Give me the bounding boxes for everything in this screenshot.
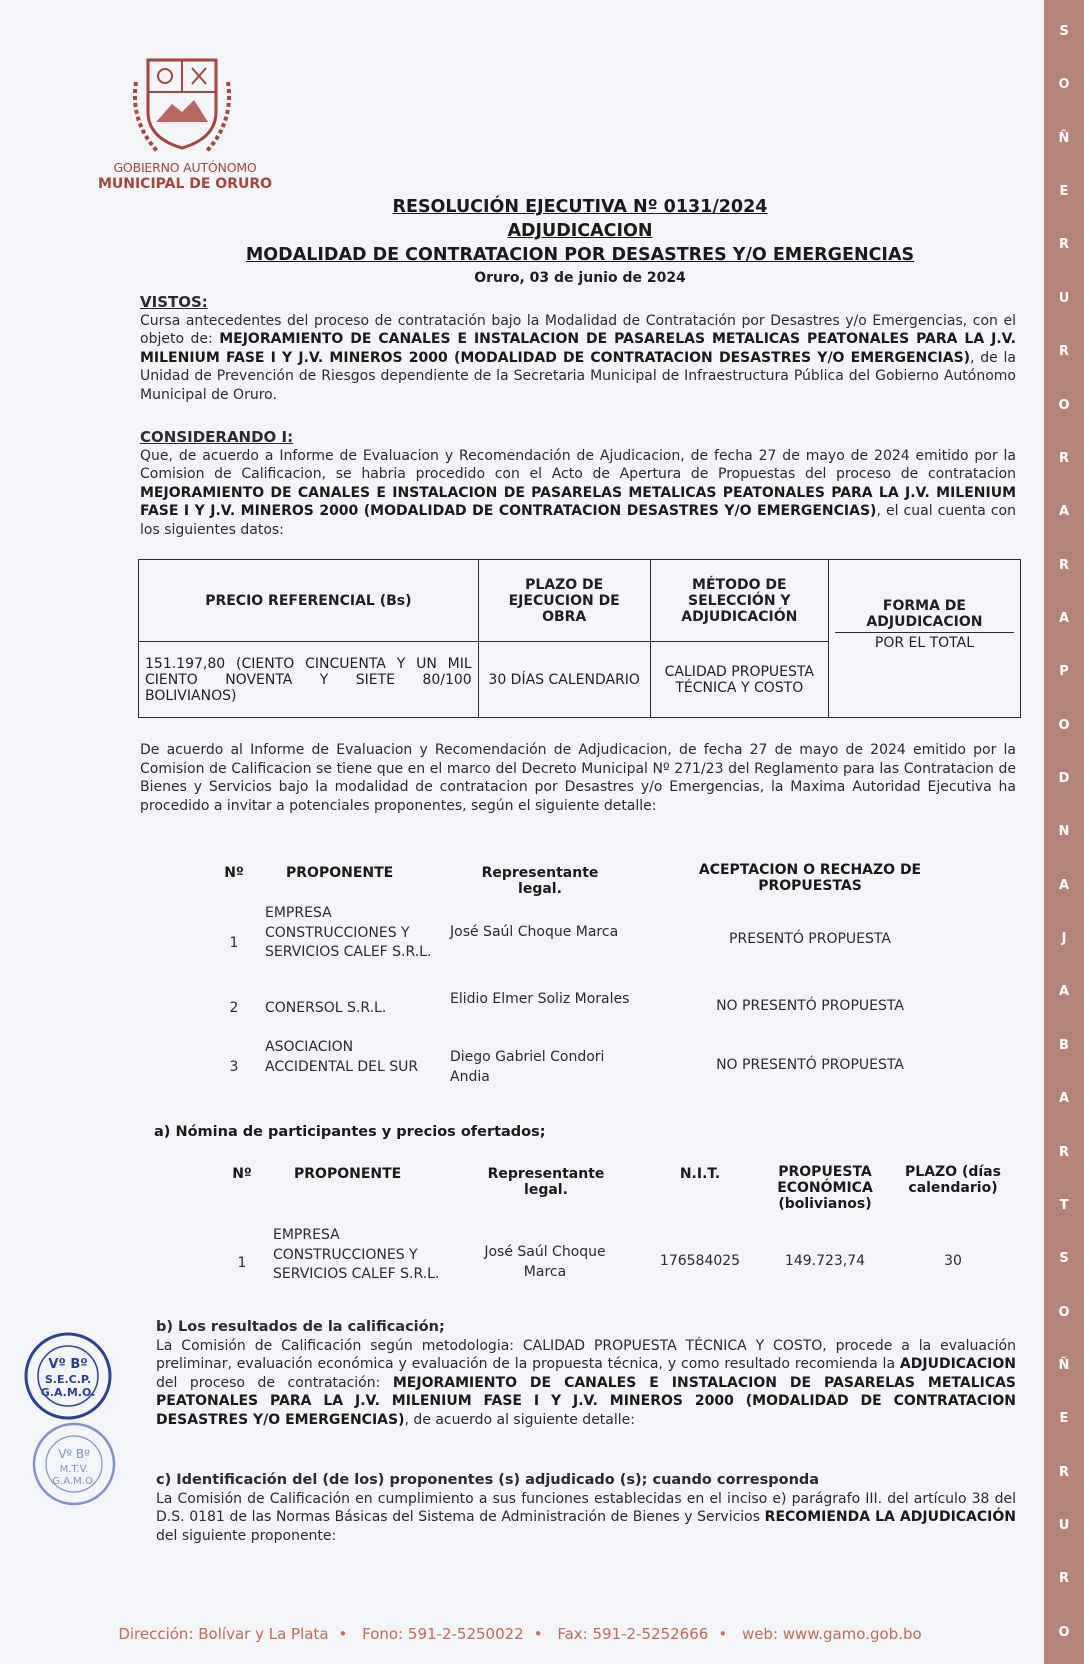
t2-h-acceptance: ACEPTACION O RECHAZO DE PROPUESTAS <box>698 862 922 894</box>
decorative-sidebar <box>1044 0 1084 1664</box>
sidebar-letter: R <box>1058 237 1069 253</box>
sidebar-letter: R <box>1058 450 1069 466</box>
t2-h-proponent: PROPONENTE <box>286 865 394 881</box>
sidebar-letter: A <box>1058 610 1070 626</box>
svg-text:S.E.C.P.: S.E.C.P. <box>44 1373 92 1386</box>
footer-address: Dirección: Bolívar y La Plata <box>118 1625 329 1643</box>
sidebar-letter: A <box>1058 877 1070 893</box>
term-value: 30 DÍAS CALENDARIO <box>478 642 650 718</box>
section-c-heading: c) Identificación del (de los) proponentes (s) adjudicado (s); cuando corresponda <box>156 1472 820 1488</box>
sidebar-letter: O <box>1058 717 1070 733</box>
th-method: MÉTODO DE SELECCIÓN Y ADJUDICACIÓN <box>650 560 828 642</box>
t2-row3-proponent: ASOCIACION ACCIDENTAL DEL SUR <box>265 1039 419 1075</box>
sidebar-letter: E <box>1059 184 1069 200</box>
reference-price-value: 151.197,80 (CIENTO CINCUENTA Y UN MIL CIENTO NOVENTA Y SIETE 80/100 BOLIVIANOS) <box>139 642 479 718</box>
sidebar-letter: A <box>1058 1091 1070 1107</box>
approval-stamp-mtv <box>30 1420 118 1508</box>
th-reference-price: PRECIO REFERENCIAL (Bs) <box>139 560 479 642</box>
sidebar-letter: S <box>1059 24 1069 39</box>
t2-row2-representative: Elidio Elmer Soliz Morales <box>450 991 630 1007</box>
sidebar-letter: A <box>1058 984 1070 1000</box>
sidebar-letter: J <box>1061 931 1067 947</box>
sidebar-letter: U <box>1058 1518 1070 1534</box>
footer-web-link[interactable]: web: www.gamo.gob.bo <box>741 1625 922 1643</box>
section-b-heading: b) Los resultados de la calificación; <box>156 1319 445 1335</box>
t2-row2-no: 2 <box>229 1000 239 1016</box>
t2-row2-proponent: CONERSOL S.R.L. <box>265 1000 387 1016</box>
sidebar-letter: U <box>1058 290 1070 306</box>
t3-row1-no: 1 <box>237 1255 247 1271</box>
th-form <box>828 560 1020 718</box>
section-c-text: La Comisión de Calificación en cumplimiento a sus funciones establecidas en el inciso e) parágrafo III. del artículo 38 del D.S. 0181 de las Normas Básicas del Sistema de Administración de Bienes y Servicios RECOMIENDA LA ADJUDICACIÓN del siguiente proponente: <box>156 1490 1016 1544</box>
sidebar-letter: S <box>1059 1251 1069 1267</box>
invitation-paragraph: De acuerdo al Informe de Evaluacion y Recomendación de Adjudicacion, de fecha 27 de mayo de 2024 emitido por la Comision de Calificacion se tiene que en el marco del Decreto Municipal Nº 271/23 del Reglamento para las Contratacion de Bienes y Servicios bajo la modalidad de contratacion por Desastres y/o Emergencias, la Maxima Autoridad Ejecutiva ha procedido a invitar a potenciales proponentes, según el siguiente detalle: <box>140 742 1016 814</box>
document-date: Oruro, 03 de junio de 2024 <box>474 270 686 286</box>
t2-h-representative: Representante legal. <box>481 865 599 897</box>
th-form-label: FORMA DE ADJUDICACION <box>835 598 1014 633</box>
t3-row1-proponent: EMPRESA CONSTRUCCIONES Y SERVICIOS CALEF S.R.L. <box>273 1227 440 1282</box>
th-term: PLAZO DE EJECUCION DE OBRA <box>478 560 650 642</box>
svg-text:Vº Bº: Vº Bº <box>58 1447 90 1461</box>
t3-row1-nit: 176584025 <box>659 1253 741 1269</box>
t2-row1-representative: José Saúl Choque Marca <box>450 924 619 940</box>
svg-text:G.A.M.O.: G.A.M.O. <box>52 1476 96 1487</box>
t3-h-no: Nº <box>232 1166 252 1182</box>
approval-stamp-secp <box>22 1330 114 1422</box>
sidebar-letter: R <box>1058 1464 1069 1480</box>
considerando-heading: CONSIDERANDO I: <box>140 428 294 446</box>
sidebar-letter: A <box>1058 504 1070 520</box>
sidebar-letter: Ñ <box>1058 130 1070 146</box>
method-value: CALIDAD PROPUESTA TÉCNICA Y COSTO <box>650 642 828 718</box>
footer-phone: Fono: 591-2-5250022 <box>362 1625 524 1643</box>
modality-title: MODALIDAD DE CONTRATACION POR DESASTRES Y/O EMERGENCIAS <box>245 245 915 265</box>
sidebar-letter: O <box>1058 1304 1070 1320</box>
form-value: POR EL TOTAL <box>874 635 975 651</box>
sidebar-letter: E <box>1059 1411 1069 1427</box>
t2-row3-representative: Diego Gabriel Condori Andia <box>450 1049 605 1085</box>
sidebar-letter: D <box>1058 771 1070 787</box>
sidebar-letter: R <box>1058 557 1069 573</box>
footer-fax: Fax: 591-2-5252666 <box>557 1625 709 1643</box>
sidebar-letter: O <box>1058 397 1070 413</box>
section-c <box>156 1471 1016 1545</box>
org-name-line2: MUNICIPAL DE ORURO <box>97 176 273 192</box>
resolution-title: RESOLUCIÓN EJECUTIVA Nº 0131/2024 <box>392 197 768 217</box>
t3-h-representative: Representante legal. <box>487 1166 605 1198</box>
svg-text:G.A.M.O.: G.A.M.O. <box>40 1386 96 1399</box>
t3-h-term: PLAZO (días calendario) <box>905 1164 1001 1196</box>
adjudication-title: ADJUDICACION <box>507 221 653 241</box>
sidebar-letter: B <box>1059 1037 1069 1053</box>
sidebar-letter: R <box>1058 1144 1069 1160</box>
vistos-text: Cursa antecedentes del proceso de contratación bajo la Modalidad de Contratación por Desastres y/o Emergencias, con el objeto de: MEJORAMIENTO DE CANALES E INSTALACION DE PASARELAS METALICAS PEATONALES PARA LA J.V. MILENIUM FASE I Y J.V. MINEROS 2000 (MODALIDAD DE CONTRATACION DESASTRES Y/O EMERGENCIAS), de la Unidad de Prevención de Riesgos dependiente de la Secretaria Municipal de Infraestructura Pública del Gobierno Autónomo Municipal de Oruro. <box>140 312 1017 403</box>
t2-row3-no: 3 <box>229 1059 239 1075</box>
t2-h-no: Nº <box>224 865 244 881</box>
t3-row1-economic: 149.723,74 <box>784 1253 866 1269</box>
t2-row1-acceptance: PRESENTÓ PROPUESTA <box>729 931 891 947</box>
t2-row1-no: 1 <box>229 935 239 951</box>
footer-contact: Dirección: Bolívar y La Plata • Fono: 591-2-5250022 • Fax: 591-2-5252666 • web: www.gamo.gob.bo <box>118 1625 922 1643</box>
t3-h-proponent: PROPONENTE <box>294 1166 402 1182</box>
sidebar-letter: R <box>1058 344 1069 360</box>
sidebar-letter: O <box>1058 77 1070 93</box>
considerando-text: Que, de acuerdo a Informe de Evaluacion y Recomendación de Ajudicacion, de fecha 27 de mayo de 2024 emitido por la Comision de Calificacion, se habria procedido con el Acto de Apertura de Propuestas del proceso de contratacion MEJORAMIENTO DE CANALES E INSTALACION DE PASARELAS METALICAS PEATONALES PARA LA J.V. MILENIUM FASE I Y J.V. MINEROS 2000 (MODALIDAD DE CONTRATACION DESASTRES Y/O EMERGENCIAS), el cual cuenta con los siguientes datos: <box>140 447 1016 538</box>
vistos-section <box>140 293 1016 404</box>
t2-row1-proponent: EMPRESA CONSTRUCCIONES Y SERVICIOS CALEF S.R.L. <box>265 905 432 960</box>
sidebar-letter: T <box>1059 1197 1069 1213</box>
section-b-text: La Comisión de Calificación según metodologia: CALIDAD PROPUESTA TÉCNICA Y COSTO, procede a la evaluación preliminar, evaluación económica y evaluación de la propuesta técnica, y como resultado recomienda la ADJUDICACION del proceso de contratación: MEJORAMIENTO DE CANALES E INSTALACION DE PASARELAS METALICAS PEATONALES PARA LA J.V. MILENIUM FASE I Y J.V. MINEROS 2000 (MODALIDAD DE CONTRATACION DESASTRES Y/O EMERGENCIAS), de acuerdo al siguiente detalle: <box>156 1337 1017 1428</box>
sidebar-letter: R <box>1058 1571 1069 1587</box>
vistos-heading: VISTOS: <box>140 293 208 311</box>
section-b <box>156 1318 1016 1429</box>
t3-h-nit: N.I.T. <box>679 1166 721 1182</box>
svg-text:Vº Bº: Vº Bº <box>48 1357 88 1372</box>
t2-row2-acceptance: NO PRESENTÓ PROPUESTA <box>716 998 904 1014</box>
municipal-coat-of-arms-logo <box>128 52 236 157</box>
sidebar-letter: Ñ <box>1058 1357 1070 1373</box>
t3-row1-representative: José Saúl Choque Marca <box>484 1244 606 1280</box>
sidebar-letter: P <box>1059 664 1069 680</box>
org-name-line1: GOBIERNO AUTÓNOMO <box>113 160 257 175</box>
reference-data-table <box>138 559 1021 718</box>
sidebar-letter: O <box>1058 1624 1070 1640</box>
considerando-section <box>140 428 1016 539</box>
section-a-heading: a) Nómina de participantes y precios ofertados; <box>154 1124 546 1140</box>
t2-row3-acceptance: NO PRESENTÓ PROPUESTA <box>716 1057 904 1073</box>
t3-h-economic: PROPUESTA ECONÓMICA (bolivianos) <box>777 1164 873 1212</box>
t3-row1-term: 30 <box>944 1253 962 1269</box>
sidebar-letter: N <box>1058 824 1070 840</box>
svg-text:M.T.V.: M.T.V. <box>59 1464 89 1475</box>
